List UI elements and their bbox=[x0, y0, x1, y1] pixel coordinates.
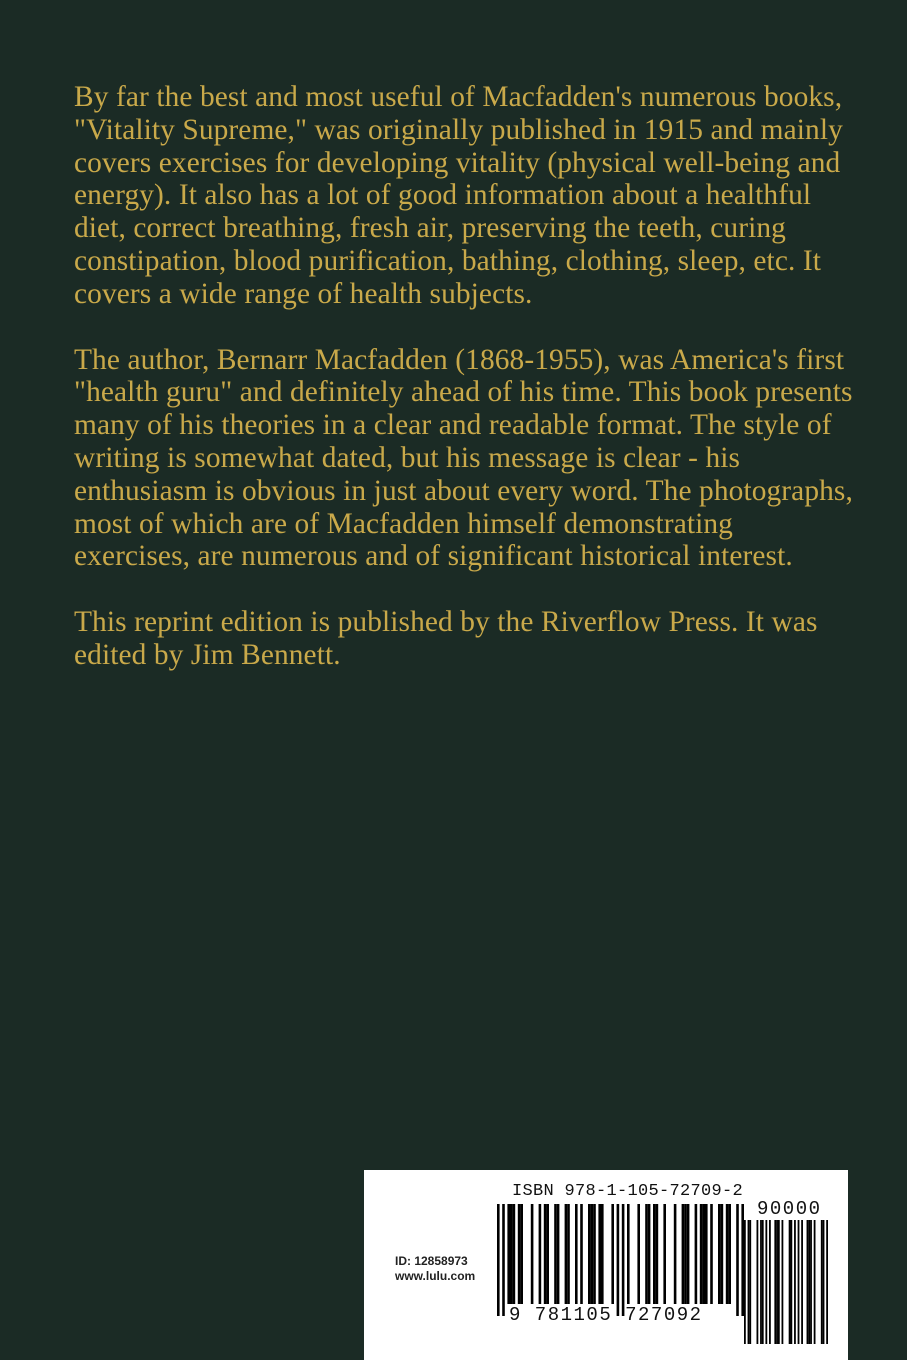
barcode-bar bbox=[575, 1204, 578, 1304]
barcode-bar bbox=[726, 1204, 729, 1304]
barcode-bar bbox=[674, 1204, 677, 1304]
blurb-text bbox=[74, 81, 854, 705]
barcode-bar bbox=[705, 1204, 708, 1304]
barcode-bar bbox=[782, 1220, 784, 1344]
barcode-bar bbox=[728, 1204, 731, 1304]
barcode-bar bbox=[598, 1204, 601, 1304]
barcode-bar bbox=[807, 1220, 809, 1344]
barcode-bar bbox=[518, 1204, 521, 1304]
barcode-bar bbox=[687, 1204, 690, 1304]
barcode-bar bbox=[591, 1204, 594, 1304]
barcode-bar bbox=[702, 1204, 705, 1304]
barcode-bar bbox=[823, 1220, 825, 1344]
barcode-bar bbox=[744, 1220, 746, 1344]
barcode-bar bbox=[789, 1220, 791, 1344]
barcode-bar bbox=[656, 1204, 659, 1304]
barcode-bar bbox=[736, 1204, 739, 1316]
barcode-bar bbox=[769, 1220, 771, 1344]
barcode-bar bbox=[507, 1204, 510, 1304]
addon-barcode bbox=[744, 1220, 828, 1344]
barcode-bar bbox=[544, 1204, 547, 1304]
barcode-bar bbox=[565, 1204, 568, 1304]
barcode-bar bbox=[593, 1204, 596, 1304]
barcode-bar bbox=[557, 1204, 560, 1304]
lulu-id: ID: 12858973 bbox=[395, 1254, 468, 1268]
barcode-bar bbox=[762, 1220, 764, 1344]
barcode-bar bbox=[765, 1220, 767, 1344]
barcode-bar bbox=[790, 1220, 792, 1344]
lulu-url: www.lulu.com bbox=[395, 1269, 476, 1283]
barcode-bar bbox=[531, 1204, 534, 1304]
barcode-bar bbox=[502, 1204, 505, 1316]
barcode-bar bbox=[510, 1204, 513, 1304]
blurb-paragraph-1: By far the best and most useful of Macfadden's numerous books, "Vitality Supreme," was originally published in 1915 and mainly covers exercises for developing vitality (physical well-being and energy). It also has a lot of good information about a healthful diet, correct breathing, fresh air, preserving the teeth, curing constipation, blood purification, bathing, clothing, sleep, etc. It covers a wide range of health subjects. bbox=[74, 81, 843, 310]
barcode-bar bbox=[637, 1204, 640, 1304]
barcode-bar bbox=[760, 1220, 762, 1344]
barcode-bar bbox=[497, 1204, 500, 1316]
barcode-bar bbox=[648, 1204, 651, 1304]
barcode-panel bbox=[364, 1170, 848, 1360]
barcode-bar bbox=[617, 1204, 620, 1316]
ean-digits: 9 781105 727092 bbox=[509, 1304, 703, 1326]
barcode-bar bbox=[567, 1204, 570, 1304]
barcode-bar bbox=[794, 1220, 796, 1344]
barcode-bar bbox=[539, 1204, 542, 1304]
barcode-bar bbox=[520, 1204, 523, 1304]
barcode-bar bbox=[778, 1220, 780, 1344]
barcode-bar bbox=[622, 1204, 625, 1316]
barcode-bar bbox=[684, 1204, 687, 1304]
barcode-bar bbox=[611, 1204, 614, 1304]
barcode-bar bbox=[757, 1220, 759, 1344]
blurb-paragraph-3: This reprint edition is published by the Riverflow Press. It was edited by Jim Bennett. bbox=[74, 606, 818, 671]
isbn-label: ISBN 978-1-105-72709-2 bbox=[512, 1182, 744, 1201]
barcode-bar bbox=[588, 1204, 591, 1304]
blurb-paragraph-2: The author, Bernarr Macfadden (1868-1955), was America's first "health guru" and definitely ahead of his time. This book presents many of his theories in a clear and readable format. The style of writing is somewhat dated, but his message is clear - his enthusiasm is obvious in just about every word. The photographs, most of which are of Macfadden himself demonstrating exercises, are numerous and of significant historical interest. bbox=[74, 343, 853, 573]
barcode-bar bbox=[627, 1204, 630, 1304]
barcode-bar bbox=[814, 1220, 816, 1344]
barcode-bar bbox=[546, 1204, 549, 1304]
barcode-bar bbox=[663, 1204, 666, 1304]
addon-digits: 90000 bbox=[757, 1198, 822, 1220]
barcode-bar bbox=[776, 1220, 778, 1344]
barcode-bar bbox=[554, 1204, 557, 1304]
barcode-bar bbox=[810, 1220, 812, 1344]
barcode-bar bbox=[653, 1204, 656, 1304]
barcode-bar bbox=[700, 1204, 703, 1304]
barcode-bar bbox=[748, 1220, 750, 1344]
barcode-bar bbox=[695, 1204, 698, 1304]
barcode-bar bbox=[798, 1220, 800, 1344]
barcode-bar bbox=[580, 1204, 583, 1304]
barcode-bar bbox=[749, 1220, 751, 1344]
barcode-bar bbox=[645, 1204, 648, 1304]
barcode-bar bbox=[721, 1204, 724, 1304]
barcode-bar bbox=[513, 1204, 516, 1304]
barcode-bar bbox=[682, 1204, 685, 1304]
barcode-bar bbox=[826, 1220, 828, 1344]
barcode-bar bbox=[710, 1204, 713, 1304]
barcode-bar bbox=[801, 1220, 803, 1344]
barcode-bar bbox=[808, 1220, 810, 1344]
barcode-bar bbox=[774, 1220, 776, 1344]
barcode-bar bbox=[601, 1204, 604, 1304]
barcode-bar bbox=[718, 1204, 721, 1304]
barcode-bar bbox=[821, 1220, 823, 1344]
